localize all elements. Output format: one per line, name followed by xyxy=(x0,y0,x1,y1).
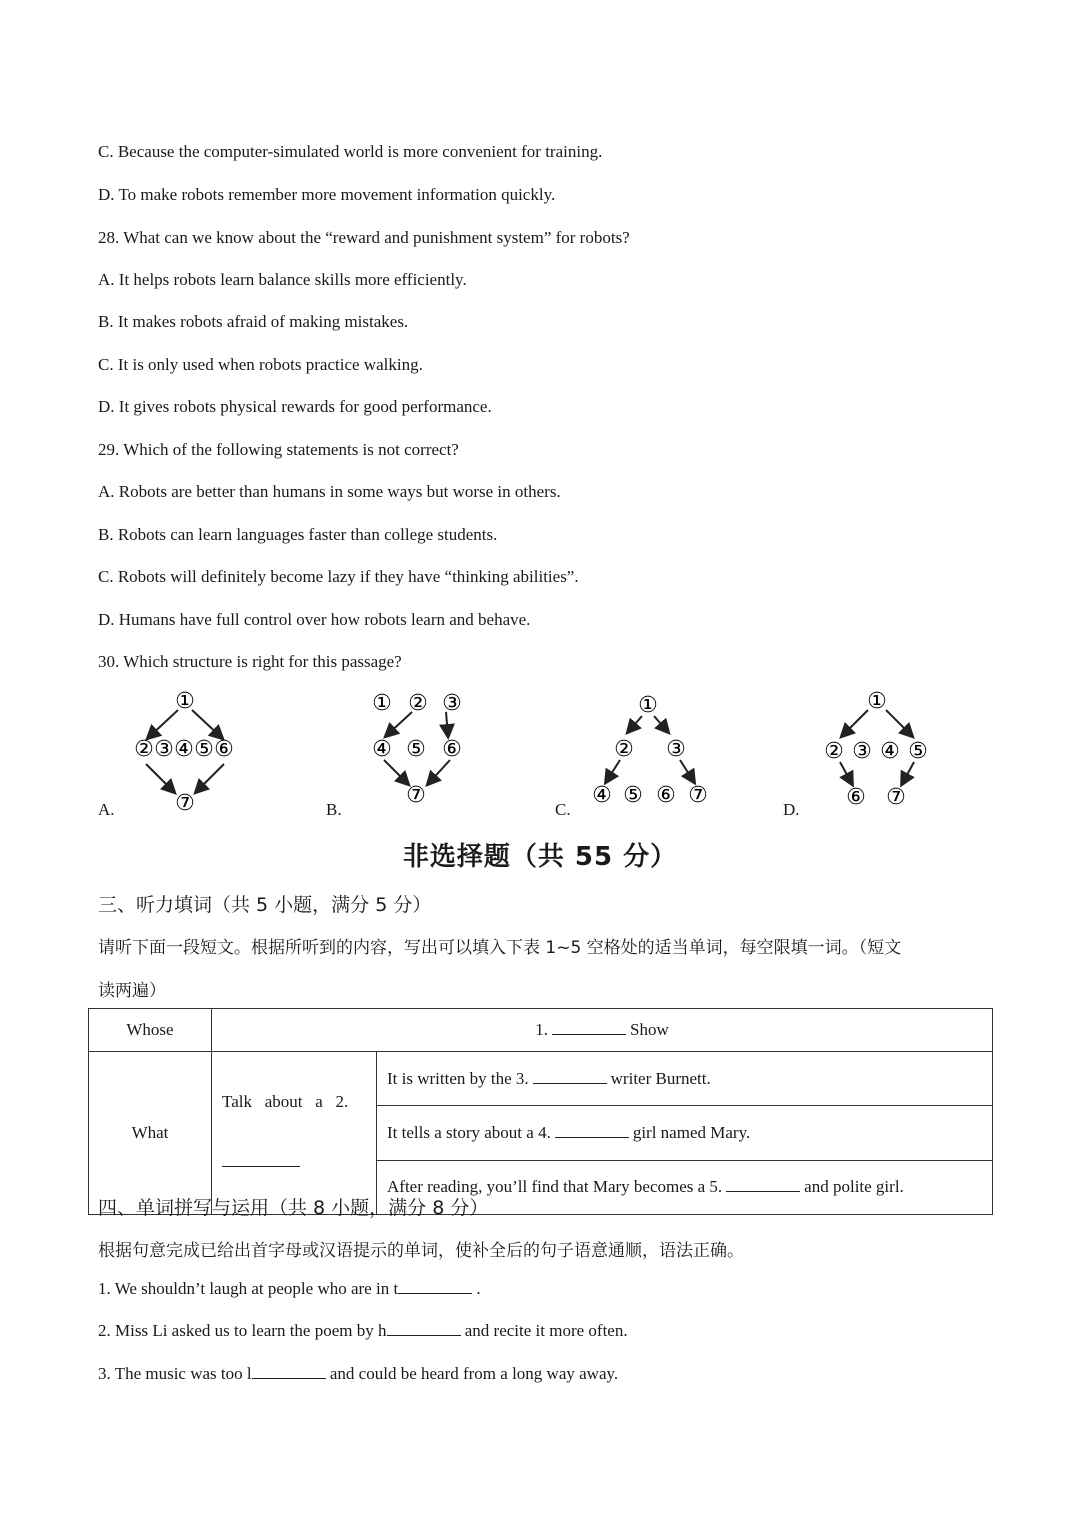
node-5: ⑤ xyxy=(908,739,928,764)
spelling-item-2 xyxy=(98,1321,628,1341)
blank-5-suffix: and polite girl. xyxy=(804,1177,904,1197)
node-2: ② xyxy=(824,739,844,764)
node-3: ③ xyxy=(154,737,174,762)
table-row xyxy=(89,1052,993,1106)
node-6: ⑥ xyxy=(214,737,234,762)
q30-label-d: D. xyxy=(783,800,800,819)
node-4: ④ xyxy=(174,737,194,762)
q28-option-c: C. It is only used when robots practice walking. xyxy=(98,355,423,374)
node-6: ⑥ xyxy=(442,737,462,762)
section4-instruction: 根据句意完成已给出首字母或汉语提示的单词，使补全后的句子语意通顺，语法正确。 xyxy=(98,1241,744,1261)
blank-1-prefix: 1. xyxy=(535,1020,548,1039)
q29-option-b: B. Robots can learn languages faster than college students. xyxy=(98,525,498,544)
blank-1[interactable] xyxy=(552,1033,626,1035)
blank-4-suffix: girl named Mary. xyxy=(632,1122,751,1142)
spelling-blank-2[interactable] xyxy=(387,1334,461,1336)
node-3: ③ xyxy=(852,739,872,764)
q29-option-c: C. Robots will definitely become lazy if they have “thinking abilities”. xyxy=(98,567,579,586)
node-4: ④ xyxy=(880,739,900,764)
blank-3-prefix: It is written by the 3. xyxy=(387,1068,529,1088)
spelling-item-3-text: 3. The music was too l xyxy=(98,1364,252,1383)
structure-diagram-a xyxy=(128,688,240,821)
spelling-item-2-tail: and recite it more often. xyxy=(460,1321,628,1340)
node-4: ④ xyxy=(592,783,612,808)
node-1: ① xyxy=(372,691,392,716)
q30-label-a: A. xyxy=(98,800,115,819)
node-3: ③ xyxy=(666,737,686,762)
blank-4-prefix: It tells a story about a 4. xyxy=(387,1122,551,1142)
talk-text: Talk about a 2. xyxy=(222,1092,349,1111)
node-7: ⑦ xyxy=(886,785,906,810)
blank-1-suffix: Show xyxy=(630,1020,669,1039)
table-row xyxy=(89,1009,993,1052)
spelling-blank-3[interactable] xyxy=(252,1377,326,1379)
node-4: ④ xyxy=(372,737,392,762)
blank-2[interactable] xyxy=(222,1165,300,1167)
node-2: ② xyxy=(614,737,634,762)
blank-3-suffix: writer Burnett. xyxy=(610,1068,711,1088)
listening-table xyxy=(88,1008,993,1215)
section3-instruction-line2: 读两遍） xyxy=(98,981,166,1001)
node-6: ⑥ xyxy=(846,785,866,810)
q30-stem: 30. Which structure is right for this passage? xyxy=(98,652,402,671)
node-1: ① xyxy=(175,689,195,714)
whose-label: Whose xyxy=(89,1009,212,1052)
node-7: ⑦ xyxy=(175,791,195,816)
detail-cell xyxy=(377,1106,993,1160)
node-1: ① xyxy=(867,689,887,714)
spelling-item-1 xyxy=(98,1279,481,1299)
what-label: What xyxy=(89,1052,212,1215)
q30-label-c: C. xyxy=(555,800,571,819)
q28-option-a: A. It helps robots learn balance skills more efficiently. xyxy=(98,270,467,289)
q28-option-d: D. It gives robots physical rewards for good performance. xyxy=(98,397,492,416)
q29-option-a: A. Robots are better than humans in some ways but worse in others. xyxy=(98,482,561,501)
whose-cell xyxy=(212,1009,993,1052)
section3-title: 三、听力填词（共 5 小题，满分 5 分） xyxy=(98,894,432,916)
q28-option-b: B. It makes robots afraid of making mistakes. xyxy=(98,312,409,331)
blank-5[interactable] xyxy=(726,1190,800,1192)
blank-3[interactable] xyxy=(533,1082,607,1084)
nonchoice-title: 非选择题（共 55 分） xyxy=(402,842,678,872)
node-7: ⑦ xyxy=(406,783,426,808)
q27-option-d: D. To make robots remember more movement information quickly. xyxy=(98,185,556,204)
q29-stem: 29. Which of the following statements is not correct? xyxy=(98,440,459,459)
spelling-item-1-text: 1. We shouldn’t laugh at people who are in t xyxy=(98,1279,399,1298)
q30-label-b: B. xyxy=(326,800,342,819)
node-7: ⑦ xyxy=(688,783,708,808)
node-5: ⑤ xyxy=(623,783,643,808)
blank-5-prefix: After reading, you’ll find that Mary becomes a 5. xyxy=(387,1177,723,1197)
section3-instruction-line1: 请听下面一段短文。根据所听到的内容，写出可以填入下表 1~5 空格处的适当单词，每空限填一词。（短文 xyxy=(98,938,902,958)
talk-cell xyxy=(212,1052,377,1215)
q27-option-c: C. Because the computer-simulated world is more convenient for training. xyxy=(98,142,603,161)
structure-diagram-b xyxy=(362,688,474,813)
spelling-item-2-text: 2. Miss Li asked us to learn the poem by h xyxy=(98,1321,387,1340)
node-6: ⑥ xyxy=(656,783,676,808)
node-1: ① xyxy=(638,693,658,718)
spelling-blank-1[interactable] xyxy=(398,1292,472,1294)
spelling-item-1-tail: . xyxy=(472,1279,481,1298)
q28-stem: 28. What can we know about the “reward and punishment system” for robots? xyxy=(98,228,630,247)
spelling-item-3 xyxy=(98,1364,618,1384)
detail-cell xyxy=(377,1052,993,1106)
node-3: ③ xyxy=(442,691,462,716)
blank-4[interactable] xyxy=(555,1136,629,1138)
node-5: ⑤ xyxy=(194,737,214,762)
node-2: ② xyxy=(134,737,154,762)
q29-option-d: D. Humans have full control over how robots learn and behave. xyxy=(98,610,531,629)
structure-diagram-c xyxy=(586,688,712,815)
spelling-item-3-tail: and could be heard from a long way away. xyxy=(325,1364,619,1383)
node-2: ② xyxy=(408,691,428,716)
section4-title: 四、单词拼写与运用（共 8 小题，满分 8 分） xyxy=(98,1197,489,1219)
structure-diagram-d xyxy=(820,688,934,817)
node-5: ⑤ xyxy=(406,737,426,762)
